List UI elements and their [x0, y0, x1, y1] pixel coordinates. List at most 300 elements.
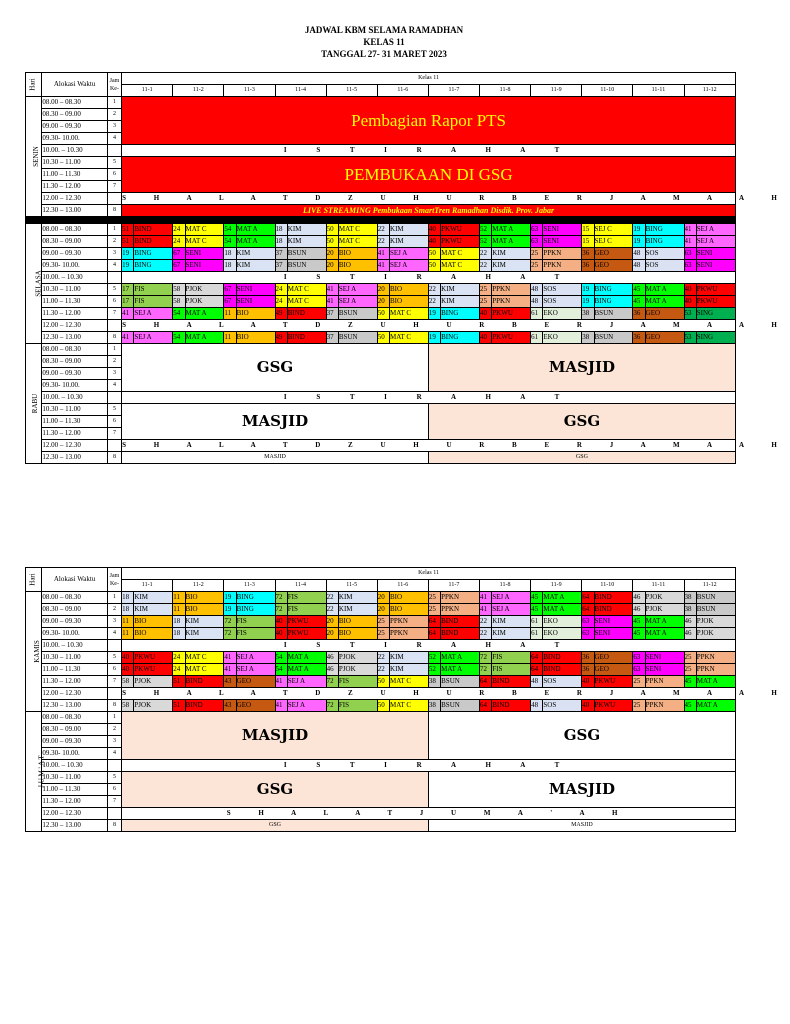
- subject-mat-c: MAT C: [441, 248, 480, 260]
- time-cell: 11.00 – 11.30: [42, 296, 107, 308]
- doc-title: [0, 24, 768, 60]
- time-cell: 09.00 – 09.30: [42, 248, 107, 260]
- time-cell: 12.00 – 12.30: [42, 808, 107, 820]
- subject-bind: BIND: [441, 628, 480, 640]
- schedule-row: [26, 604, 736, 616]
- time-cell: 12.00 – 12.30: [42, 320, 107, 332]
- subject-bing: BING: [236, 592, 275, 604]
- hari-header: [26, 568, 42, 592]
- teacher-code: 40: [122, 664, 134, 676]
- subject-pkwu: PKWU: [134, 664, 173, 676]
- subject-kim: KIM: [492, 260, 531, 272]
- subject-pkwu: PKWU: [441, 236, 480, 248]
- teacher-code: 20: [377, 296, 389, 308]
- teacher-code: 38: [428, 676, 440, 688]
- subject-mat-a: MAT A: [645, 628, 684, 640]
- subject-pkwu: PKWU: [441, 224, 480, 236]
- subject-seni: SENI: [185, 260, 224, 272]
- teacher-code: 63: [684, 248, 696, 260]
- teacher-code: 64: [531, 664, 543, 676]
- teacher-code: 20: [326, 616, 338, 628]
- teacher-code: 46: [684, 628, 696, 640]
- subject-kim: KIM: [287, 224, 326, 236]
- teacher-code: 20: [377, 604, 389, 616]
- schedule-row: [26, 688, 736, 700]
- teacher-code: 22: [377, 652, 389, 664]
- teacher-code: 18: [224, 248, 236, 260]
- subject-sos: SOS: [543, 700, 582, 712]
- subject-sos: SOS: [645, 248, 684, 260]
- teacher-code: 52: [428, 664, 440, 676]
- subject-fis: FIS: [287, 604, 326, 616]
- schedule-row: [26, 308, 736, 320]
- teacher-code: 19: [122, 248, 134, 260]
- subject-kim: KIM: [390, 652, 429, 664]
- time-cell: 08.00 – 08.30: [42, 224, 107, 236]
- time-cell: 09.30- 10.00.: [42, 380, 107, 392]
- subject-bind: BIND: [543, 664, 582, 676]
- teacher-code: 67: [173, 260, 185, 272]
- subject-seni: SENI: [236, 296, 275, 308]
- subject-kim: KIM: [390, 224, 429, 236]
- time-cell: 08.00 – 08.30: [42, 344, 107, 356]
- time-cell: 11.00 – 11.30: [42, 664, 107, 676]
- location-left-small: MASJID: [122, 452, 429, 464]
- subject-bio: BIO: [134, 628, 173, 640]
- subject-bio: BIO: [390, 284, 429, 296]
- class-header-11-8: 11-8: [480, 85, 531, 97]
- teacher-code: 41: [122, 332, 134, 344]
- subject-kim: KIM: [338, 592, 377, 604]
- jam-cell: 2: [107, 724, 121, 736]
- teacher-code: 63: [531, 236, 543, 248]
- class-header-11-5: 11-5: [326, 85, 377, 97]
- class-header-11-11: 11-11: [633, 580, 684, 592]
- teacher-code: 72: [275, 604, 287, 616]
- teacher-code: 18: [275, 224, 287, 236]
- teacher-code: 17: [122, 284, 134, 296]
- subject-eko: EKO: [543, 308, 582, 320]
- jam-cell: [107, 688, 121, 700]
- day-cell-selasa: [26, 224, 42, 344]
- subject-eko: EKO: [543, 332, 582, 344]
- subject-fis: FIS: [492, 652, 531, 664]
- subject-kim: KIM: [441, 284, 480, 296]
- class-header-11-1: 11-1: [122, 85, 173, 97]
- time-cell: 12.30 – 13.00: [42, 700, 107, 712]
- jam-cell: 8: [107, 332, 121, 344]
- teacher-code: 64: [582, 604, 594, 616]
- teacher-code: 38: [582, 308, 594, 320]
- jam-cell: [107, 640, 121, 652]
- subject-bio: BIO: [390, 296, 429, 308]
- teacher-code: 25: [480, 284, 492, 296]
- jam-cell: [107, 193, 121, 205]
- subject-bsun: BSUN: [696, 592, 735, 604]
- teacher-code: 72: [480, 664, 492, 676]
- time-cell: 11.30 – 12.00: [42, 181, 107, 193]
- subject-mat-a: MAT A: [696, 700, 735, 712]
- day-cell-rabu: [26, 344, 42, 464]
- subject-geo: GEO: [594, 260, 633, 272]
- shalat-row: S H A L A T J U M A ' A H: [122, 808, 736, 820]
- time-cell: 10.30 – 11.00: [42, 284, 107, 296]
- subject-mat-c: MAT C: [390, 308, 429, 320]
- teacher-code: 24: [275, 284, 287, 296]
- location-left-small: GSG: [122, 820, 429, 832]
- subject-bing: BING: [441, 308, 480, 320]
- subject-ppkn: PPKN: [645, 676, 684, 688]
- subject-sej-a: SEJ A: [492, 604, 531, 616]
- subject-ppkn: PPKN: [492, 284, 531, 296]
- subject-pjok: PJOK: [134, 700, 173, 712]
- teacher-code: 54: [173, 308, 185, 320]
- class-header-11-12: 11-12: [684, 580, 736, 592]
- class-header-11-1: 11-1: [122, 580, 173, 592]
- time-cell: 11.30 – 12.00: [42, 796, 107, 808]
- subject-mat-a: MAT A: [645, 296, 684, 308]
- class-header-11-3: 11-3: [224, 85, 275, 97]
- subject-pkwu: PKWU: [594, 676, 633, 688]
- subject-sej-a: SEJ A: [696, 224, 735, 236]
- jam-cell: [107, 392, 121, 404]
- subject-bind: BIND: [185, 676, 224, 688]
- teacher-code: 25: [480, 296, 492, 308]
- subject-mat-a: MAT A: [185, 332, 224, 344]
- jam-cell: 5: [107, 772, 121, 784]
- subject-sos: SOS: [645, 260, 684, 272]
- teacher-code: 20: [326, 260, 338, 272]
- schedule-row: [26, 440, 736, 452]
- time-cell: 08.30 – 09.00: [42, 109, 107, 121]
- subject-sing: SING: [696, 308, 735, 320]
- jam-cell: 5: [107, 157, 121, 169]
- schedule-row: [26, 392, 736, 404]
- time-cell: 10.30 – 11.00: [42, 652, 107, 664]
- event-banner: PEMBUKAAN DI GSG: [122, 157, 736, 193]
- subject-pkwu: PKWU: [492, 332, 531, 344]
- subject-mat-a: MAT A: [543, 592, 582, 604]
- teacher-code: 19: [224, 592, 236, 604]
- subject-bsun: BSUN: [287, 260, 326, 272]
- teacher-code: 58: [173, 284, 185, 296]
- subject-seni: SENI: [696, 260, 735, 272]
- teacher-code: 24: [173, 224, 185, 236]
- subject-bio: BIO: [338, 248, 377, 260]
- subject-mat-c: MAT C: [390, 700, 429, 712]
- class-header-11-12: 11-12: [684, 85, 736, 97]
- subject-sej-a: SEJ A: [390, 248, 429, 260]
- time-cell: 08.30 – 09.00: [42, 724, 107, 736]
- day-label: KAMIS: [32, 640, 41, 663]
- teacher-code: 38: [684, 592, 696, 604]
- jam-cell: 1: [107, 592, 121, 604]
- schedule-table-1: [25, 72, 790, 464]
- subject-bio: BIO: [390, 604, 429, 616]
- schedule-row: [26, 236, 736, 248]
- teacher-code: 54: [224, 224, 236, 236]
- subject-seni: SENI: [594, 628, 633, 640]
- class-header-11-2: 11-2: [173, 580, 224, 592]
- day-cell-kamis: [26, 592, 42, 712]
- teacher-code: 63: [684, 260, 696, 272]
- teacher-code: 50: [377, 676, 389, 688]
- time-cell: 09.30- 10.00.: [42, 260, 107, 272]
- jam-cell: 8: [107, 820, 121, 832]
- teacher-code: 64: [480, 700, 492, 712]
- schedule-row: [26, 260, 736, 272]
- jam-cell: 8: [107, 700, 121, 712]
- time-cell: 09.30- 10.00.: [42, 133, 107, 145]
- subject-mat-c: MAT C: [185, 652, 224, 664]
- teacher-code: 22: [428, 296, 440, 308]
- jam-cell: [107, 272, 121, 284]
- subject-kim: KIM: [390, 236, 429, 248]
- schedule-row: [26, 820, 736, 832]
- subject-sej-a: SEJ A: [134, 332, 173, 344]
- time-cell: 08.30 – 09.00: [42, 356, 107, 368]
- date-line: TANGGAL 27- 31 MARET 2023: [321, 49, 447, 59]
- jam-cell: 8: [107, 205, 121, 217]
- subject-ppkn: PPKN: [441, 604, 480, 616]
- istirahat-row: I S T I R A H A T: [122, 145, 736, 157]
- subject-bio: BIO: [236, 332, 275, 344]
- subject-ppkn: PPKN: [696, 664, 735, 676]
- teacher-code: 25: [633, 700, 645, 712]
- teacher-code: 40: [428, 224, 440, 236]
- subject-bind: BIND: [134, 224, 173, 236]
- teacher-code: 24: [275, 296, 287, 308]
- subject-mat-a: MAT A: [645, 284, 684, 296]
- teacher-code: 54: [224, 236, 236, 248]
- teacher-code: 40: [480, 332, 492, 344]
- subject-sos: SOS: [543, 284, 582, 296]
- class-line: KELAS 11: [363, 37, 405, 47]
- subject-kim: KIM: [236, 248, 275, 260]
- subject-bing: BING: [134, 248, 173, 260]
- location-left: MASJID: [122, 404, 429, 440]
- jam-cell: 5: [107, 652, 121, 664]
- subject-bind: BIND: [594, 592, 633, 604]
- subject-bio: BIO: [185, 592, 224, 604]
- teacher-code: 40: [275, 616, 287, 628]
- time-cell: 11.30 – 12.00: [42, 308, 107, 320]
- istirahat-row: I S T I R A H A T: [122, 392, 736, 404]
- subject-sej-a: SEJ A: [287, 700, 326, 712]
- jam-header: Jam Ke-: [107, 73, 121, 97]
- teacher-code: 22: [480, 628, 492, 640]
- teacher-code: 45: [633, 284, 645, 296]
- jam-cell: 3: [107, 248, 121, 260]
- subject-ppkn: PPKN: [390, 616, 429, 628]
- subject-mat-a: MAT A: [543, 604, 582, 616]
- subject-kim: KIM: [287, 236, 326, 248]
- teacher-code: 37: [326, 332, 338, 344]
- teacher-code: 17: [122, 296, 134, 308]
- time-cell: 10.00. – 10.30: [42, 392, 107, 404]
- teacher-code: 50: [428, 260, 440, 272]
- subject-sej-a: SEJ A: [236, 652, 275, 664]
- subject-mat-c: MAT C: [338, 236, 377, 248]
- subject-bind: BIND: [543, 652, 582, 664]
- teacher-code: 11: [122, 628, 134, 640]
- teacher-code: 22: [480, 260, 492, 272]
- jam-cell: [107, 760, 121, 772]
- teacher-code: 52: [480, 236, 492, 248]
- time-cell: 10.00. – 10.30: [42, 760, 107, 772]
- teacher-code: 45: [684, 700, 696, 712]
- subject-bind: BIND: [287, 308, 326, 320]
- subject-bio: BIO: [236, 308, 275, 320]
- subject-pkwu: PKWU: [696, 284, 735, 296]
- teacher-code: 11: [173, 592, 185, 604]
- teacher-code: 41: [377, 248, 389, 260]
- jam-cell: 1: [107, 344, 121, 356]
- subject-seni: SENI: [185, 248, 224, 260]
- alokasi-header: Alokasi Waktu: [42, 73, 107, 97]
- teacher-code: 48: [531, 676, 543, 688]
- class-header-11-8: 11-8: [480, 580, 531, 592]
- location-right: GSG: [428, 404, 735, 440]
- teacher-code: 19: [224, 604, 236, 616]
- teacher-code: 43: [224, 700, 236, 712]
- teacher-code: 22: [377, 236, 389, 248]
- teacher-code: 20: [326, 248, 338, 260]
- schedule-row: [26, 404, 736, 416]
- teacher-code: 67: [224, 284, 236, 296]
- teacher-code: 51: [122, 236, 134, 248]
- schedule-row: [26, 157, 736, 169]
- day-label: J U M ' A T: [37, 755, 46, 788]
- schedule-row: [26, 272, 736, 284]
- subject-mat-c: MAT C: [287, 296, 326, 308]
- jam-cell: 1: [107, 224, 121, 236]
- subject-sej-a: SEJ A: [338, 284, 377, 296]
- shalat-row: S H A L A T D Z U H U R B E R J A M A A H: [122, 440, 736, 452]
- class-header-11-4: 11-4: [275, 85, 326, 97]
- teacher-code: 41: [480, 604, 492, 616]
- teacher-code: 53: [684, 332, 696, 344]
- teacher-code: 40: [480, 308, 492, 320]
- time-cell: 09.30- 10.00.: [42, 628, 107, 640]
- subject-pkwu: PKWU: [492, 308, 531, 320]
- teacher-code: 40: [684, 296, 696, 308]
- teacher-code: 63: [582, 628, 594, 640]
- schedule-row: [26, 320, 736, 332]
- class-header-11-6: 11-6: [377, 85, 428, 97]
- time-cell: 12.30 – 13.00: [42, 205, 107, 217]
- subject-bsun: BSUN: [696, 604, 735, 616]
- teacher-code: 45: [633, 616, 645, 628]
- class-header-11-11: 11-11: [633, 85, 684, 97]
- teacher-code: 20: [377, 284, 389, 296]
- day-label: RABU: [31, 393, 40, 414]
- day-cell-senin: [26, 97, 42, 217]
- subject-bsun: BSUN: [287, 248, 326, 260]
- teacher-code: 67: [224, 296, 236, 308]
- teacher-code: 36: [582, 260, 594, 272]
- teacher-code: 24: [173, 652, 185, 664]
- jam-cell: 2: [107, 236, 121, 248]
- teacher-code: 19: [582, 296, 594, 308]
- block-separator: [26, 217, 736, 224]
- teacher-code: 36: [582, 652, 594, 664]
- jam-cell: 7: [107, 308, 121, 320]
- teacher-code: 25: [377, 628, 389, 640]
- subject-fis: FIS: [338, 676, 377, 688]
- location-right: MASJID: [428, 772, 735, 808]
- teacher-code: 49: [275, 308, 287, 320]
- time-cell: 10.30 – 11.00: [42, 404, 107, 416]
- teacher-code: 25: [428, 592, 440, 604]
- teacher-code: 37: [275, 260, 287, 272]
- subject-eko: EKO: [543, 628, 582, 640]
- schedule-row: [26, 700, 736, 712]
- teacher-code: 19: [122, 260, 134, 272]
- schedule-row: [26, 808, 736, 820]
- teacher-code: 58: [122, 676, 134, 688]
- teacher-code: 38: [582, 332, 594, 344]
- schedule-row: [26, 664, 736, 676]
- subject-geo: GEO: [594, 652, 633, 664]
- time-cell: 12.30 – 13.00: [42, 332, 107, 344]
- teacher-code: 45: [633, 296, 645, 308]
- jam-cell: 7: [107, 428, 121, 440]
- subject-bsun: BSUN: [441, 676, 480, 688]
- teacher-code: 46: [633, 604, 645, 616]
- istirahat-row: I S T I R A H A T: [122, 272, 736, 284]
- jam-cell: 6: [107, 296, 121, 308]
- subject-fis: FIS: [236, 616, 275, 628]
- subject-seni: SENI: [645, 652, 684, 664]
- teacher-code: 50: [377, 332, 389, 344]
- teacher-code: 72: [275, 592, 287, 604]
- schedule-row: [26, 676, 736, 688]
- subject-fis: FIS: [287, 592, 326, 604]
- teacher-code: 41: [275, 676, 287, 688]
- teacher-code: 22: [480, 616, 492, 628]
- schedule-row: [26, 205, 736, 217]
- teacher-code: 41: [326, 296, 338, 308]
- class-header-11-7: 11-7: [428, 580, 479, 592]
- subject-seni: SENI: [696, 248, 735, 260]
- jam-cell: 7: [107, 676, 121, 688]
- teacher-code: 38: [684, 604, 696, 616]
- teacher-code: 46: [633, 592, 645, 604]
- schedule-row: [26, 97, 736, 109]
- day-label: SENIN: [31, 146, 40, 167]
- jam-cell: 3: [107, 736, 121, 748]
- subject-sej-a: SEJ A: [287, 676, 326, 688]
- location-right: GSG: [428, 712, 735, 760]
- subject-fis: FIS: [134, 284, 173, 296]
- subject-kim: KIM: [236, 260, 275, 272]
- teacher-code: 18: [173, 628, 185, 640]
- teacher-code: 25: [377, 616, 389, 628]
- jam-cell: 4: [107, 748, 121, 760]
- time-cell: 11.30 – 12.00: [42, 428, 107, 440]
- subject-geo: GEO: [594, 248, 633, 260]
- subject-pjok: PJOK: [696, 628, 735, 640]
- teacher-code: 72: [224, 616, 236, 628]
- teacher-code: 41: [480, 592, 492, 604]
- subject-mat-a: MAT A: [696, 676, 735, 688]
- istirahat-row: I S T I R A H A T: [122, 760, 736, 772]
- teacher-code: 25: [428, 604, 440, 616]
- teacher-code: 45: [684, 676, 696, 688]
- teacher-code: 61: [531, 616, 543, 628]
- teacher-code: 41: [326, 284, 338, 296]
